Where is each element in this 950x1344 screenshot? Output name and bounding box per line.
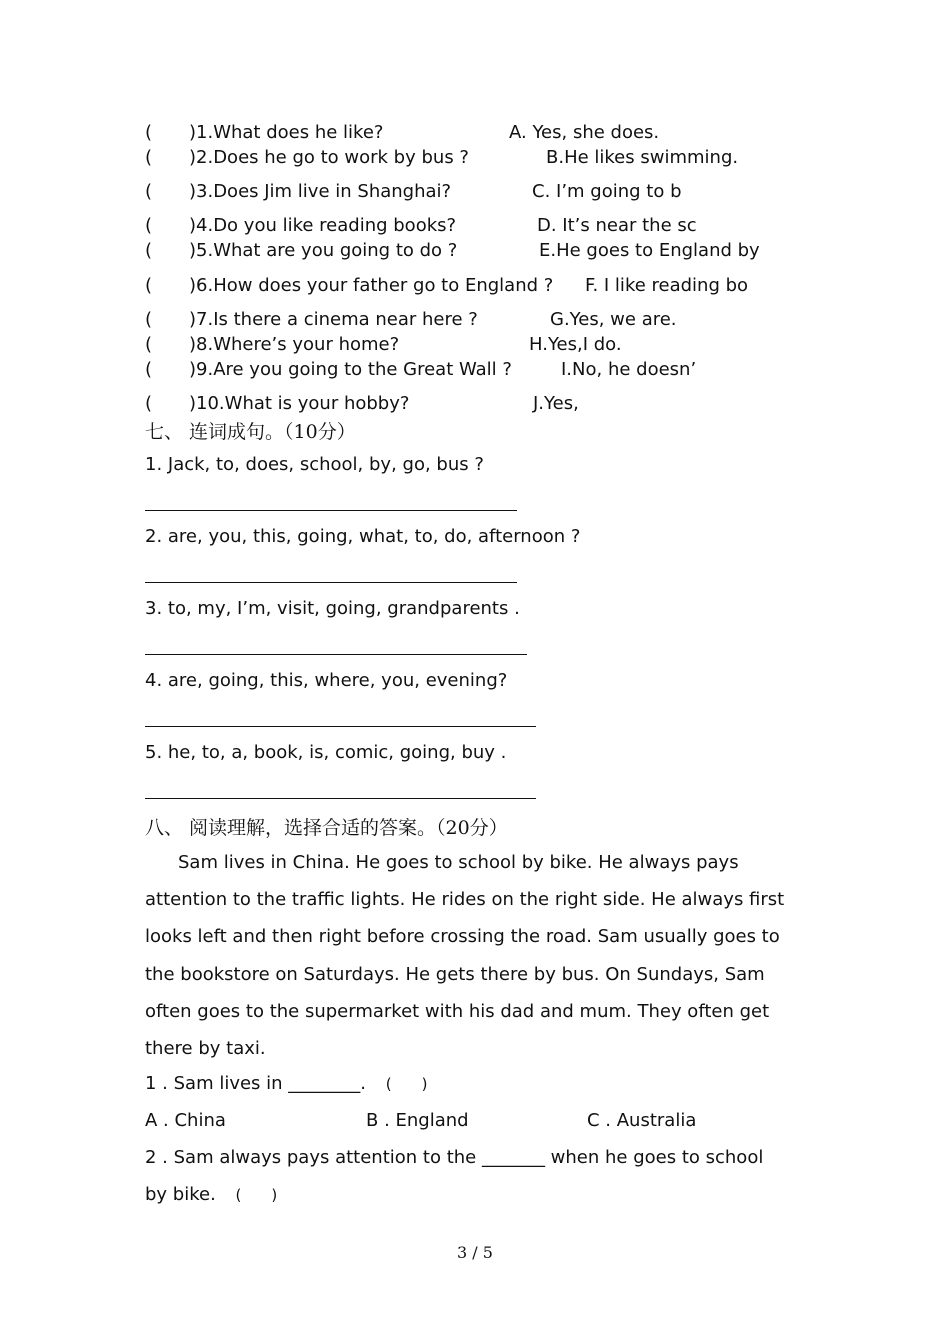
answer-option: H.Yes,I do. xyxy=(529,334,622,355)
sentence-item-1: 1. Jack, to, does, school, by, go, bus ? xyxy=(145,454,484,475)
answer-option: A. Yes, she does. xyxy=(509,122,660,143)
answer-paren: ( xyxy=(145,147,153,168)
question-text: )6.How does your father go to England ? xyxy=(189,275,554,296)
question-2-line-2 xyxy=(145,1184,277,1205)
sentence-item-3: 3. to, my, I’m, visit, going, grandparents . xyxy=(145,598,520,619)
question-1 xyxy=(145,1073,427,1094)
question-text: )2.Does he go to work by bus ? xyxy=(189,147,469,168)
question-text: )9.Are you going to the Great Wall ? xyxy=(189,359,512,380)
answer-paren: ( xyxy=(145,215,153,236)
answer-paren: ( xyxy=(145,334,153,355)
sentence-item-4: 4. are, going, this, where, you, evening? xyxy=(145,670,508,691)
answer-option: J.Yes, xyxy=(533,393,579,414)
answer-paren: ( xyxy=(145,393,153,414)
option-b: B . England xyxy=(366,1110,469,1131)
answer-option: B.He likes swimming. xyxy=(546,147,739,168)
answer-blank-line[interactable] xyxy=(145,582,517,583)
section-8-title: 八、 阅读理解，选择合适的答案。（20分） xyxy=(145,817,508,839)
question-2-text: by bike. xyxy=(145,1184,216,1205)
question-2-line-1: 2 . Sam always pays attention to the _______ when he goes to school xyxy=(145,1147,764,1168)
question-text: )7.Is there a cinema near here ? xyxy=(189,309,478,330)
answer-paren: ( xyxy=(145,181,153,202)
answer-paren: ( xyxy=(145,122,153,143)
section-7-title: 七、 连词成句。（10分） xyxy=(145,421,356,443)
answer-option: C. I’m going to b xyxy=(532,181,682,202)
reading-passage xyxy=(145,844,810,1067)
question-text: )3.Does Jim live in Shanghai? xyxy=(189,181,452,202)
option-c: C . Australia xyxy=(587,1110,697,1131)
option-a: A . China xyxy=(145,1110,226,1131)
answer-paren: ( xyxy=(145,309,153,330)
answer-blank-line[interactable] xyxy=(145,726,536,727)
answer-option: F. I like reading bo xyxy=(585,275,749,296)
answer-blank-line[interactable] xyxy=(145,510,517,511)
answer-blank-line[interactable] xyxy=(145,798,536,799)
answer-option: D. It’s near the sc xyxy=(537,215,697,236)
question-text: )8.Where’s your home? xyxy=(189,334,400,355)
answer-blank-line[interactable] xyxy=(145,654,527,655)
question-1-text: 1 . Sam lives in ________. xyxy=(145,1073,367,1094)
question-text: )4.Do you like reading books? xyxy=(189,215,457,236)
answer-option: I.No, he doesn’ xyxy=(561,359,697,380)
answer-paren: ( xyxy=(145,240,153,261)
answer-paren: ( xyxy=(145,359,153,380)
sentence-item-2: 2. are, you, this, going, what, to, do, afternoon ? xyxy=(145,526,581,547)
answer-paren: ( xyxy=(145,275,153,296)
answer-option: E.He goes to England by xyxy=(539,240,760,261)
question-text: )10.What is your hobby? xyxy=(189,393,410,414)
page-number: 3 / 5 xyxy=(457,1243,493,1262)
answer-option: G.Yes, we are. xyxy=(550,309,677,330)
question-text: )5.What are you going to do ? xyxy=(189,240,458,261)
answer-paren[interactable]: ( ) xyxy=(235,1186,278,1204)
passage-text: Sam lives in China. He goes to school by bike. He always pays attention to the traffic lights. He rides on the right side. He always first looks left and then right before crossing the road. Sam usually goes to the bookstore on Saturdays. He gets there by bus. On Sundays, Sam often goes to the supermarket with his dad and mum. They often get there by taxi. xyxy=(145,852,785,1060)
question-text: )1.What does he like? xyxy=(189,122,384,143)
sentence-item-5: 5. he, to, a, book, is, comic, going, buy . xyxy=(145,742,507,763)
answer-paren[interactable]: ( ) xyxy=(385,1075,428,1093)
